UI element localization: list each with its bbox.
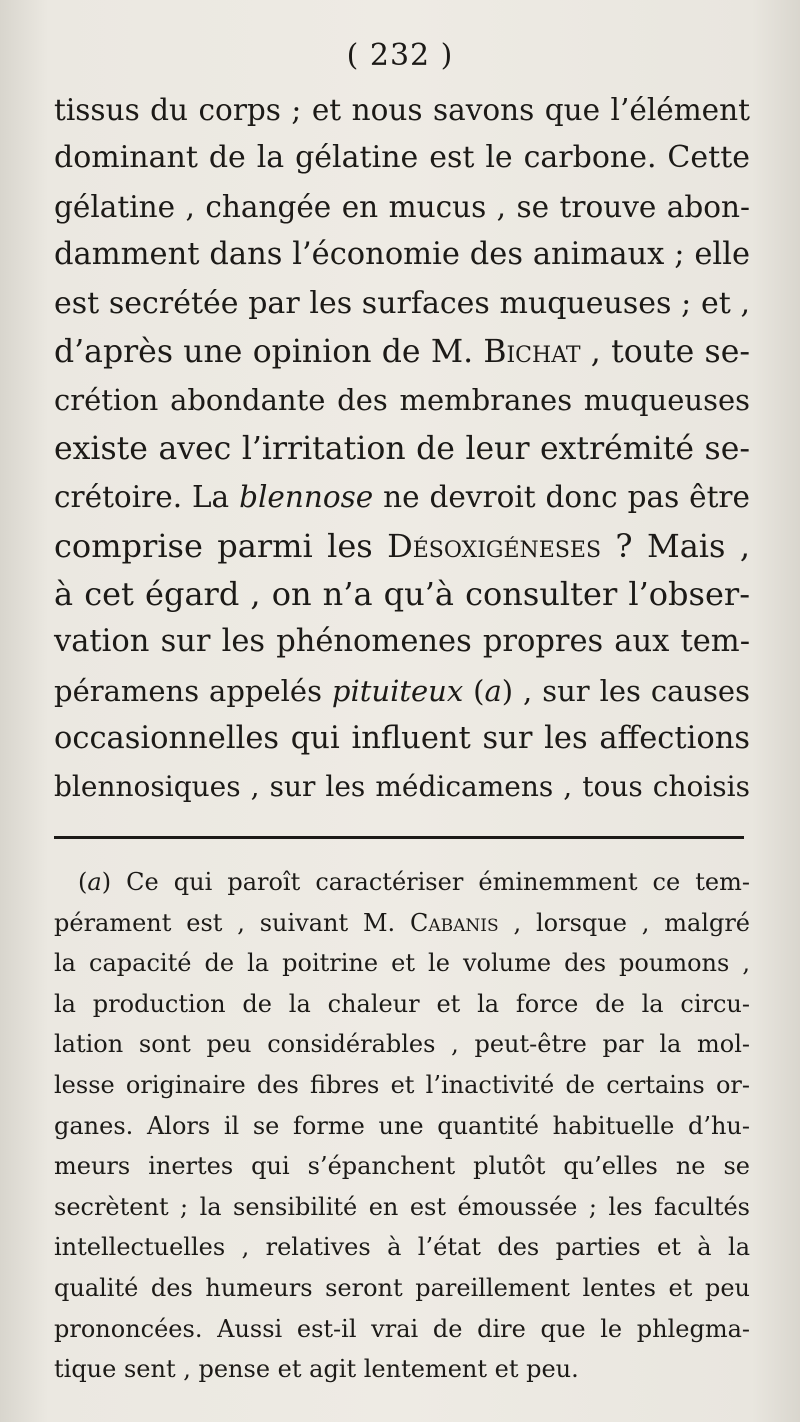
body-line: occasionnelles qui influent sur les affections [54,721,750,757]
italic-term: pituiteux [331,673,464,708]
footnote-line: meurs inertes qui s’épanchent plutôt qu’elles ne se [54,1152,750,1181]
footnote-line: qualité des humeurs seront pareillement lentes et peu [54,1273,750,1302]
footnote-line: tique sent , pense et agit lentement et peu. [54,1355,579,1384]
body-line: d’après une opinion de M. Bichat , toute se- [54,333,750,370]
small-caps-term: Désoxigéneses [387,526,602,565]
body-line: est secrétée par les surfaces muqueuses ; et , [54,285,750,321]
footnote-divider [54,836,744,839]
body-line: comprise parmi les Désoxigéneses ? Mais , [54,526,751,565]
body-line: à cet égard , on n’a qu’à consulter l’obser- [54,574,750,613]
body-line: gélatine , changée en mucus , se trouve abon- [54,189,750,224]
footnote-line: lesse originaire des fibres et l’inactivité de certains or- [54,1070,750,1099]
footnote-line: (a) Ce qui paroît caractériser éminemment ce tem- [78,868,750,896]
body-line: vation sur les phénomenes propres aux tem- [54,624,750,660]
body-line: tissus du corps ; et nous savons que l’élément [54,93,750,127]
footnote-marker: a [484,673,502,708]
body-line: crétoire. La blennose ne devroit donc pas être [54,480,750,515]
body-line: existe avec l’irritation de leur extrémité se- [54,430,750,467]
body-line: crétion abondante des membranes muqueuses [54,383,750,418]
body-line: damment dans l’économie des animaux ; elle [54,237,750,273]
body-line: blennosiques , sur les médicamens , tous choisis [54,770,750,804]
footnote-line: lation sont peu considérables , peut-être par la mol- [54,1030,750,1059]
author-name: Cabanis [410,908,499,937]
body-line: péramens appelés pituiteux (a) , sur les causes [54,673,750,708]
author-name: Bichat [483,333,581,370]
page-number: ( 232 ) [346,38,454,73]
body-text [54,86,750,812]
footnote-line: secrètent ; la sensibilité en est émoussée ; les facultés [54,1192,750,1221]
body-line: dominant de la gélatine est le carbone. Cette [54,140,750,176]
footnote-marker: a [87,868,102,896]
footnote-line: prononcées. Aussi est-il vrai de dire que le phlegma- [54,1314,750,1343]
footnote-line: pérament est , suivant M. Cabanis , lorsque , malgré [54,908,750,937]
footnote-line: la capacité de la poitrine et le volume des poumons , [54,949,750,978]
footnote-line: ganes. Alors il se forme une quantité habituelle d’hu- [54,1111,750,1140]
footnote-line: la production de la chaleur et la force de la circu- [54,989,750,1018]
footnote [54,862,750,1390]
footnote-line: intellectuelles , relatives à l’état des parties et à la [54,1233,750,1262]
italic-term: blennose [239,480,374,515]
